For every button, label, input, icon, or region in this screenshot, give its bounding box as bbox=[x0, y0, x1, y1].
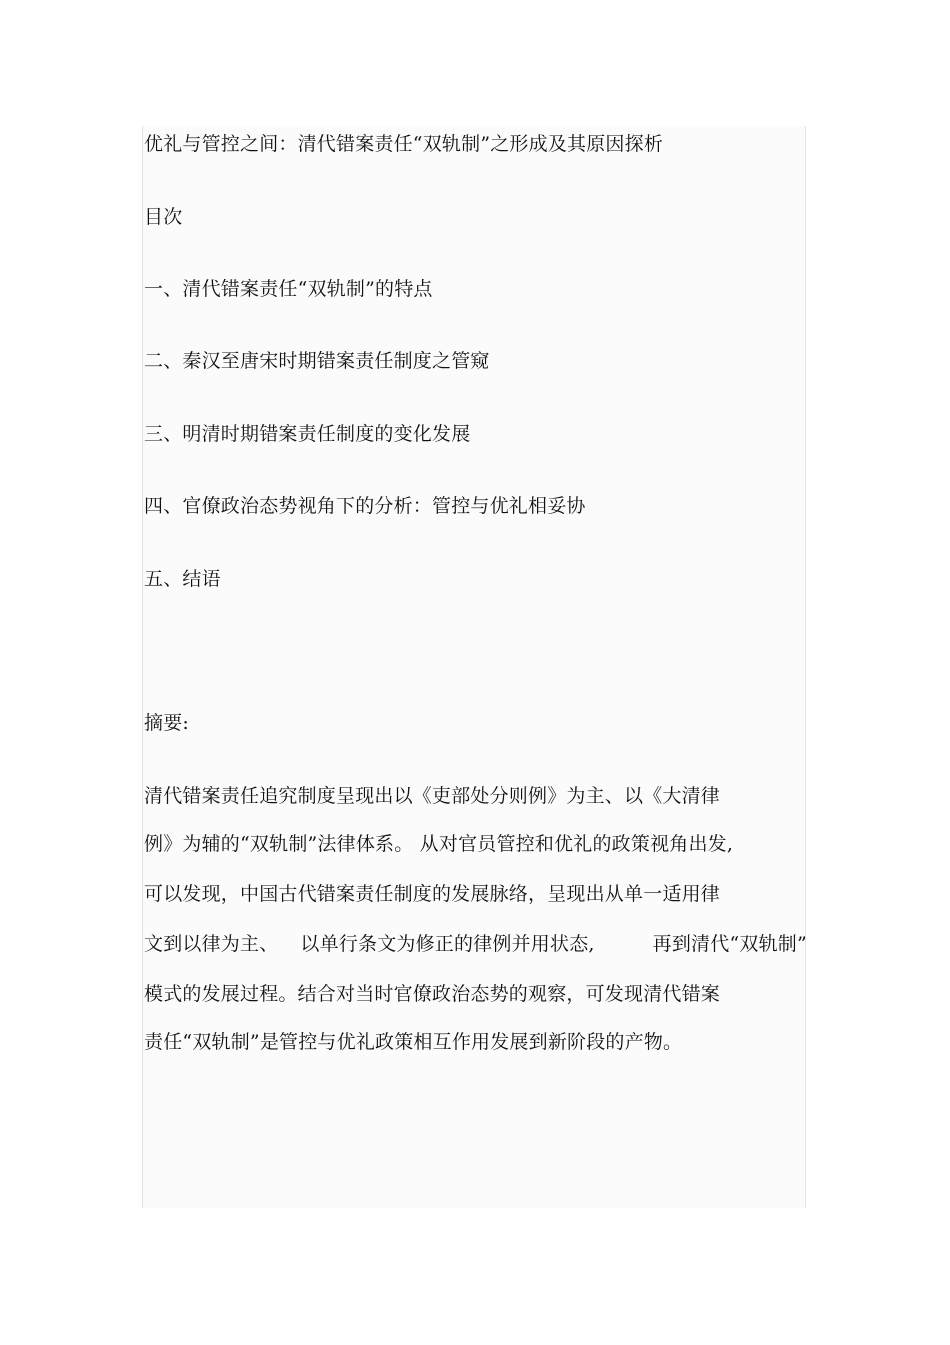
abstract-label: 摘要: bbox=[144, 712, 190, 734]
toc-item-4: 四、官僚政治态势视角下的分析：管控与优礼相妥协 bbox=[144, 495, 586, 517]
abstract-line-2: 例》为辅的“双轨制”法律体系。 从对官员管控和优礼的政策视角出发, bbox=[144, 833, 734, 855]
abstract-line-4-part-3: 再到清代“双轨制” bbox=[652, 933, 807, 955]
abstract-line-6: 责任“双轨制”是管控与优礼政策相互作用发展到新阶段的产物。 bbox=[144, 1031, 683, 1053]
abstract-line-4-part-1: 文到以律为主、 bbox=[144, 933, 279, 955]
abstract-line-4 bbox=[144, 932, 807, 956]
abstract-line-4-part-2: 以单行条文为修正的律例并用状态, bbox=[300, 933, 595, 955]
toc-heading: 目次 bbox=[144, 206, 183, 228]
toc-item-1: 一、清代错案责任“双轨制”的特点 bbox=[144, 278, 433, 300]
abstract-line-5: 模式的发展过程。结合对当时官僚政治态势的观察，可发现清代错案 bbox=[144, 983, 721, 1005]
toc-item-5: 五、结语 bbox=[144, 568, 221, 590]
abstract-line-1: 清代错案责任追究制度呈现出以《吏部处分则例》为主、以《大清律 bbox=[144, 785, 721, 807]
abstract-line-3: 可以发现，中国古代错案责任制度的发展脉络，呈现出从单一适用律 bbox=[144, 883, 721, 905]
document-title: 优礼与管控之间：清代错案责任“双轨制”之形成及其原因探析 bbox=[144, 133, 664, 155]
toc-item-3: 三、明清时期错案责任制度的变化发展 bbox=[144, 423, 471, 445]
toc-item-2: 二、秦汉至唐宋时期错案责任制度之管窥 bbox=[144, 350, 490, 372]
